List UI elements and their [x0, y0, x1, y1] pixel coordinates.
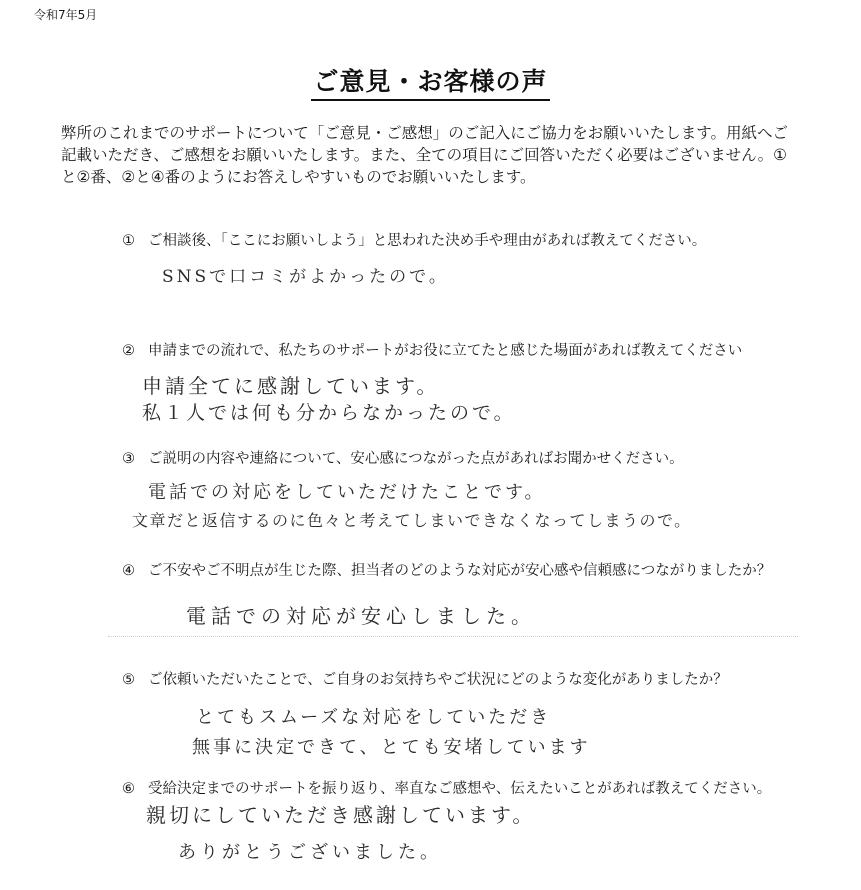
question-5-number: ⑤: [122, 672, 135, 688]
question-6-text: 受給決定までのサポートを振り返り、率直なご感想や、伝えたいことがあれば教えてください。: [148, 781, 772, 797]
answer-3-line-1: 電話での対応をしていただけたことです。: [148, 482, 546, 503]
question-1: [122, 229, 706, 250]
question-5: [122, 668, 728, 689]
question-2-number: ②: [122, 343, 135, 359]
question-4-text: ご不安やご不明点が生じた際、担当者のどのような対応が安心感や信頼感につながりましたか？: [148, 563, 772, 579]
answer-5-line-1: とてもスムーズな対応をしていただき: [196, 707, 552, 728]
answer-6-line-1: 親切にしていただき感謝しています。: [146, 803, 536, 827]
answer-6-line-2: ありがとうございました。: [178, 842, 442, 863]
date-label: 令和7年5月: [34, 8, 98, 22]
question-2-text: 申請までの流れで、私たちのサポートがお役に立てたと感じた場面があれば教えてください: [148, 343, 743, 359]
question-1-number: ①: [122, 233, 135, 249]
answer-2-line-2: 私１人では何も分からなかったので。: [142, 402, 516, 424]
answer-5-line-2: 無事に決定できて、とても安堵しています: [192, 737, 591, 758]
question-5-text: ご依頼いただいたことで、ご自身のお気持ちやご状況にどのような変化がありましたか？: [148, 672, 728, 688]
question-6-number: ⑥: [122, 781, 135, 797]
question-3-text: ご説明の内容や連絡について、安心感につながった点があればお聞かせください。: [148, 451, 684, 467]
page-title-text: ご意見・お客様の声: [311, 62, 549, 101]
answer-4-line-1: 電話での対応が安心しました。: [186, 604, 536, 628]
question-2: [122, 339, 742, 360]
answer-1-line-1: SNSで口コミがよかったので。: [162, 267, 449, 287]
question-6: [122, 777, 771, 798]
page-title: [0, 62, 861, 101]
question-1-text: ご相談後、「ここにお願いしよう」と思われた決め手や理由があれば教えてください。: [148, 233, 707, 249]
intro-paragraph: 弊所のこれまでのサポートについて「ご意見・ご感想」のご記入にご協力をお願いいたします。用紙へご記載いただき、ご感想をお願いいたします。また、全ての項目にご回答いただく必要はございません。①と②番、②と④番のようにお答えしやすいものでお願いいたします。: [61, 124, 788, 186]
answer-2-line-1: 申請全てに感謝しています。: [142, 374, 440, 398]
question-4-number: ④: [122, 563, 135, 579]
question-3: [122, 447, 684, 468]
answer-3-line-2: 文章だと返信するのに色々と考えてしまいできなくなってしまうので。: [132, 511, 692, 530]
question-3-number: ③: [122, 451, 135, 467]
question-4: [122, 559, 771, 580]
divider-line: [108, 636, 798, 637]
